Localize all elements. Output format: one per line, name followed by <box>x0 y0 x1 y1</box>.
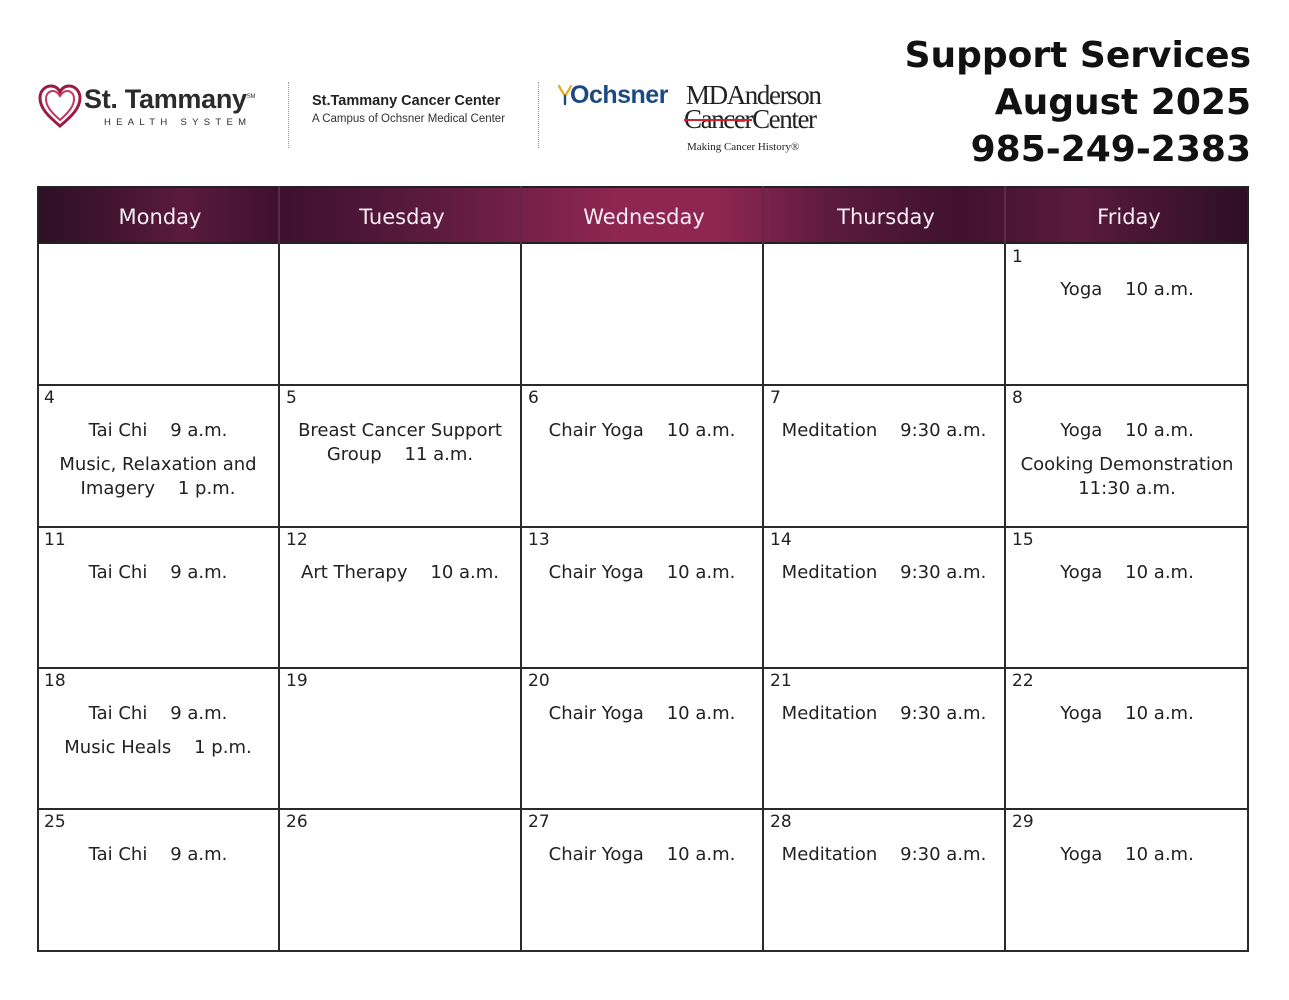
grid-column-line <box>1247 244 1249 951</box>
day-number: 27 <box>528 812 550 832</box>
heart-icon <box>38 84 82 130</box>
sth-subtitle: HEALTH SYSTEM <box>104 117 252 128</box>
day-number: 15 <box>1012 530 1034 550</box>
calendar-event: Chair Yoga 10 a.m. <box>548 562 736 583</box>
grid-row-line <box>37 667 1249 669</box>
day-number: 22 <box>1012 671 1034 691</box>
calendar-event: Tai Chi 9 a.m. <box>88 844 228 865</box>
header-divider <box>762 186 764 244</box>
page-header <box>0 0 1289 185</box>
day-number: 4 <box>44 388 55 408</box>
calendar-event: Meditation 9:30 a.m. <box>781 420 987 441</box>
sth-name: St. Tammany℠ <box>84 84 256 114</box>
weekday-monday: Monday <box>118 205 202 229</box>
day-number: 13 <box>528 530 550 550</box>
header-divider <box>278 186 280 244</box>
day-number: 6 <box>528 388 539 408</box>
md-anderson-wordmark: MDAnderson <box>686 80 821 110</box>
calendar-event: Yoga 10 a.m. <box>1060 844 1194 865</box>
grid-row-line <box>37 950 1249 952</box>
day-number: 29 <box>1012 812 1034 832</box>
st-tammany-cancer-center-logo <box>312 93 527 125</box>
day-number: 12 <box>286 530 308 550</box>
md-anderson-tagline: Making Cancer History® <box>687 141 800 153</box>
grid-column-line <box>1004 244 1006 951</box>
calendar-event: Yoga 10 a.m. <box>1060 420 1194 441</box>
grid-column-line <box>520 244 522 951</box>
day-number: 18 <box>44 671 66 691</box>
day-number: 1 <box>1012 247 1023 267</box>
day-number: 19 <box>286 671 308 691</box>
day-number: 14 <box>770 530 792 550</box>
header-divider <box>520 186 522 244</box>
grid-column-line <box>762 244 764 951</box>
calendar-title-block <box>905 32 1251 173</box>
grid-column-line <box>37 244 39 951</box>
calendar-event: Tai Chi 9 a.m. <box>88 420 228 441</box>
weekday-wednesday: Wednesday <box>583 205 705 229</box>
header-divider <box>1004 186 1006 244</box>
calendar-event: Tai Chi 9 a.m. <box>88 703 228 724</box>
weekday-tuesday: Tuesday <box>359 205 445 229</box>
month-title: August 2025 <box>994 82 1251 123</box>
calendar-event: Music Heals 1 p.m. <box>64 737 252 758</box>
day-number: 28 <box>770 812 792 832</box>
ochsner-wordmark: Ochsner <box>570 81 668 109</box>
stcc-subtitle: A Campus of Ochsner Medical Center <box>312 113 506 125</box>
calendar-event: Yoga 10 a.m. <box>1060 279 1194 300</box>
calendar-event: Tai Chi 9 a.m. <box>88 562 228 583</box>
calendar-event: Chair Yoga 10 a.m. <box>548 703 736 724</box>
logo-divider <box>288 82 289 148</box>
weekday-header <box>37 186 1249 244</box>
day-number: 8 <box>1012 388 1023 408</box>
cancer-center-wordmark: CancerCenter <box>684 104 816 134</box>
grid-row-line <box>37 526 1249 528</box>
calendar-event: Yoga 10 a.m. <box>1060 703 1194 724</box>
calendar-event: Art Therapy 10 a.m. <box>301 562 499 583</box>
day-number: 25 <box>44 812 66 832</box>
day-number: 21 <box>770 671 792 691</box>
page-title: Support Services <box>904 35 1251 76</box>
calendar-event: Breast Cancer Support Group 11 a.m. <box>298 420 508 465</box>
calendar-event: Meditation 9:30 a.m. <box>781 703 987 724</box>
calendar-event: Music, Relaxation and Imagery 1 p.m. <box>59 454 263 499</box>
grid-column-line <box>278 244 280 951</box>
day-number: 7 <box>770 388 781 408</box>
logo-divider <box>538 82 539 148</box>
grid-row-line <box>37 384 1249 386</box>
grid-row-line <box>37 808 1249 810</box>
calendar-event: Meditation 9:30 a.m. <box>781 562 987 583</box>
calendar-event: Chair Yoga 10 a.m. <box>548 420 736 441</box>
day-number: 26 <box>286 812 308 832</box>
calendar-event: Cooking Demonstration 11:30 a.m. <box>1020 454 1240 499</box>
calendar-grid <box>37 186 1249 951</box>
day-number: 5 <box>286 388 297 408</box>
phone-number: 985-249-2383 <box>970 129 1251 170</box>
calendar-event: Meditation 9:30 a.m. <box>781 844 987 865</box>
day-number: 20 <box>528 671 550 691</box>
calendar-event: Chair Yoga 10 a.m. <box>548 844 736 865</box>
ochsner-md-anderson-logo <box>558 80 858 160</box>
calendar-event: Yoga 10 a.m. <box>1060 562 1194 583</box>
weekday-thursday: Thursday <box>837 205 935 229</box>
st-tammany-health-system-logo <box>38 82 273 134</box>
weekday-friday: Friday <box>1097 205 1161 229</box>
stcc-title: St.Tammany Cancer Center <box>312 93 501 109</box>
day-number: 11 <box>44 530 66 550</box>
